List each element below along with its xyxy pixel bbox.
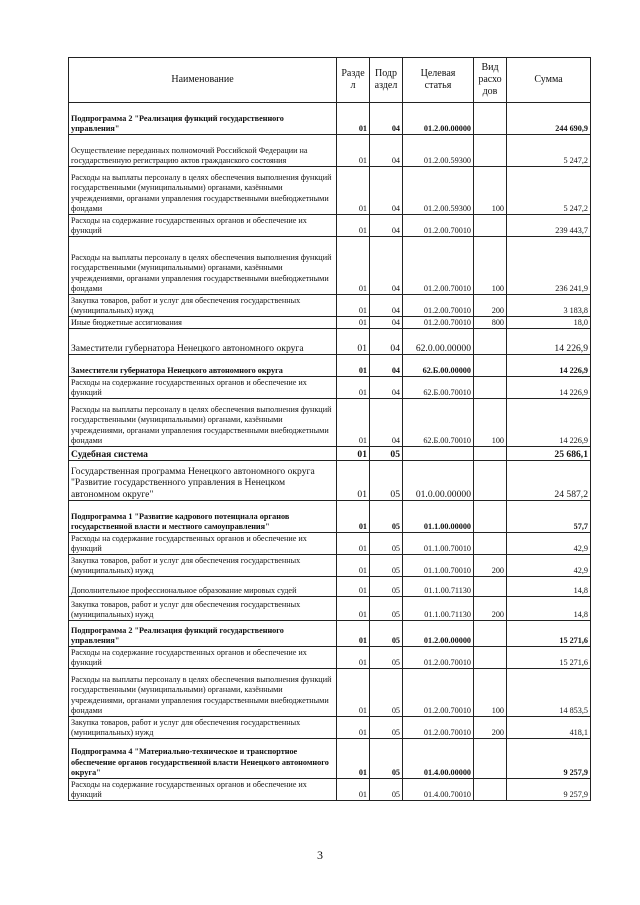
row-expense-type: 200 (474, 295, 507, 317)
row-podrazdel: 05 (370, 669, 403, 717)
table-row (69, 355, 591, 377)
row-expense-type (474, 621, 507, 647)
row-target-article: 01.2.00.70010 (403, 647, 474, 669)
row-name: Расходы на выплаты персоналу в целях обеспечения выполнения функций государственными (муниципальными) органами, казёнными учреждениями, органами управления государственными внебюджетными фондами (69, 399, 337, 447)
row-sum: 24 587,2 (507, 461, 591, 501)
row-razdel: 01 (337, 329, 370, 355)
row-expense-type: 200 (474, 555, 507, 577)
row-target-article: 01.1.00.71130 (403, 577, 474, 597)
row-target-article: 01.2.00.70010 (403, 237, 474, 295)
row-expense-type: 100 (474, 669, 507, 717)
row-sum: 57,7 (507, 501, 591, 533)
row-podrazdel: 04 (370, 377, 403, 399)
row-sum: 9 257,9 (507, 739, 591, 779)
row-target-article: 01.4.00.00000 (403, 739, 474, 779)
row-target-article: 01.2.00.70010 (403, 295, 474, 317)
row-sum: 239 443,7 (507, 215, 591, 237)
row-podrazdel: 04 (370, 355, 403, 377)
row-sum: 5 247,2 (507, 167, 591, 215)
row-sum: 418,1 (507, 717, 591, 739)
row-name: Расходы на содержание государственных органов и обеспечение их функций (69, 377, 337, 399)
row-podrazdel: 05 (370, 739, 403, 779)
row-podrazdel: 05 (370, 501, 403, 533)
table-row (69, 377, 591, 399)
row-podrazdel: 05 (370, 533, 403, 555)
row-podrazdel: 04 (370, 399, 403, 447)
header-target-article (403, 58, 474, 103)
row-podrazdel: 05 (370, 555, 403, 577)
row-sum: 15 271,6 (507, 621, 591, 647)
row-podrazdel: 04 (370, 329, 403, 355)
row-name: Иные бюджетные ассигнования (69, 317, 337, 329)
row-sum: 42,9 (507, 555, 591, 577)
table-row (69, 329, 591, 355)
row-name: Расходы на выплаты персоналу в целях обеспечения выполнения функций государственными (муниципальными) органами, казёнными учреждениями, органами управления государственными внебюджетными фондами (69, 167, 337, 215)
row-sum: 42,9 (507, 533, 591, 555)
row-name: Осуществление переданных полномочий Российской Федерации на государственную регистрацию актов гражданского состояния (69, 135, 337, 167)
row-name: Подпрограмма 2 "Реализация функций государственного управления" (69, 103, 337, 135)
row-razdel: 01 (337, 317, 370, 329)
row-razdel: 01 (337, 399, 370, 447)
row-razdel: 01 (337, 461, 370, 501)
table-row (69, 647, 591, 669)
header-razdel (337, 58, 370, 103)
header-target-article-text: Целевая статья (420, 68, 456, 91)
row-name: Подпрограмма 4 "Материально-техническое и транспортное обеспечение органов государственной власти Ненецкого автономного округа" (69, 739, 337, 779)
row-name: Подпрограмма 2 "Реализация функций государственного управления" (69, 621, 337, 647)
row-expense-type (474, 135, 507, 167)
row-expense-type: 200 (474, 597, 507, 621)
row-razdel: 01 (337, 447, 370, 461)
row-name: Государственная программа Ненецкого автономного округа "Развитие государственного управления в Ненецком автономном округе" (69, 461, 337, 501)
row-sum: 9 257,9 (507, 779, 591, 801)
row-name: Закупка товаров, работ и услуг для обеспечения государственных (муниципальных) нужд (69, 597, 337, 621)
row-target-article: 01.2.00.59300 (403, 167, 474, 215)
row-expense-type (474, 779, 507, 801)
row-razdel: 01 (337, 779, 370, 801)
row-target-article: 01.1.00.71130 (403, 597, 474, 621)
row-razdel: 01 (337, 501, 370, 533)
table-row (69, 103, 591, 135)
row-expense-type (474, 329, 507, 355)
row-sum: 244 690,9 (507, 103, 591, 135)
table-row (69, 399, 591, 447)
table-row (69, 717, 591, 739)
row-podrazdel: 05 (370, 577, 403, 597)
row-sum: 15 271,6 (507, 647, 591, 669)
row-razdel: 01 (337, 377, 370, 399)
table-row (69, 447, 591, 461)
table-row (69, 295, 591, 317)
row-razdel: 01 (337, 135, 370, 167)
row-target-article: 62.0.00.00000 (403, 329, 474, 355)
row-target-article: 62.Б.00.70010 (403, 377, 474, 399)
row-name: Закупка товаров, работ и услуг для обеспечения государственных (муниципальных) нужд (69, 295, 337, 317)
table-row (69, 501, 591, 533)
row-razdel: 01 (337, 295, 370, 317)
table-row (69, 461, 591, 501)
row-podrazdel: 05 (370, 461, 403, 501)
header-expense-type-text: Вид расхо дов (478, 62, 502, 97)
row-podrazdel: 04 (370, 295, 403, 317)
row-razdel: 01 (337, 717, 370, 739)
row-target-article: 01.4.00.70010 (403, 779, 474, 801)
row-podrazdel: 05 (370, 717, 403, 739)
header-podrazdel-text: Подр аздел (374, 68, 398, 91)
budget-table (68, 57, 591, 801)
header-podrazdel (370, 58, 403, 103)
row-razdel: 01 (337, 739, 370, 779)
row-sum: 18,0 (507, 317, 591, 329)
row-sum: 14 226,9 (507, 329, 591, 355)
row-sum: 14 226,9 (507, 399, 591, 447)
row-razdel: 01 (337, 103, 370, 135)
table-row (69, 669, 591, 717)
row-target-article: 01.1.00.00000 (403, 501, 474, 533)
header-expense-type (474, 58, 507, 103)
row-razdel: 01 (337, 577, 370, 597)
row-expense-type (474, 377, 507, 399)
row-podrazdel: 05 (370, 621, 403, 647)
row-target-article: 01.2.00.00000 (403, 103, 474, 135)
row-sum: 14,8 (507, 577, 591, 597)
row-razdel: 01 (337, 237, 370, 295)
row-razdel: 01 (337, 621, 370, 647)
row-target-article: 01.2.00.70010 (403, 317, 474, 329)
row-sum: 25 686,1 (507, 447, 591, 461)
row-razdel: 01 (337, 597, 370, 621)
row-sum: 14 226,9 (507, 377, 591, 399)
table-row (69, 167, 591, 215)
table-row (69, 739, 591, 779)
table-row (69, 621, 591, 647)
row-expense-type: 200 (474, 717, 507, 739)
row-razdel: 01 (337, 167, 370, 215)
row-name: Закупка товаров, работ и услуг для обеспечения государственных (муниципальных) нужд (69, 717, 337, 739)
row-target-article: 01.2.00.70010 (403, 215, 474, 237)
row-target-article: 01.1.00.70010 (403, 555, 474, 577)
row-expense-type (474, 501, 507, 533)
row-razdel: 01 (337, 533, 370, 555)
row-expense-type: 100 (474, 237, 507, 295)
row-podrazdel: 04 (370, 237, 403, 295)
row-podrazdel: 04 (370, 215, 403, 237)
row-sum: 14 853,5 (507, 669, 591, 717)
row-expense-type (474, 647, 507, 669)
row-razdel: 01 (337, 355, 370, 377)
row-razdel: 01 (337, 555, 370, 577)
row-podrazdel: 04 (370, 167, 403, 215)
row-name: Судебная система (69, 447, 337, 461)
row-podrazdel: 05 (370, 779, 403, 801)
row-razdel: 01 (337, 647, 370, 669)
header-name: Наименование (69, 58, 337, 103)
row-podrazdel: 05 (370, 447, 403, 461)
row-expense-type (474, 215, 507, 237)
row-expense-type (474, 739, 507, 779)
row-sum: 3 183,8 (507, 295, 591, 317)
row-razdel: 01 (337, 215, 370, 237)
table-row (69, 215, 591, 237)
row-expense-type (474, 461, 507, 501)
row-expense-type: 100 (474, 167, 507, 215)
row-expense-type (474, 355, 507, 377)
table-row (69, 237, 591, 295)
budget-body (69, 103, 591, 801)
row-target-article: 62.Б.00.00000 (403, 355, 474, 377)
header-row (69, 58, 591, 103)
row-target-article: 01.0.00.00000 (403, 461, 474, 501)
row-expense-type (474, 533, 507, 555)
row-name: Дополнительное профессиональное образование мировых судей (69, 577, 337, 597)
row-target-article: 01.2.00.70010 (403, 669, 474, 717)
row-name: Расходы на содержание государственных органов и обеспечение их функций (69, 647, 337, 669)
row-sum: 14,8 (507, 597, 591, 621)
row-sum: 236 241,9 (507, 237, 591, 295)
row-podrazdel: 04 (370, 317, 403, 329)
row-target-article: 01.2.00.00000 (403, 621, 474, 647)
row-name: Расходы на содержание государственных органов и обеспечение их функций (69, 533, 337, 555)
table-row (69, 317, 591, 329)
page-number: 3 (317, 848, 323, 862)
row-target-article: 01.2.00.70010 (403, 717, 474, 739)
row-name: Заместители губернатора Ненецкого автономного округа (69, 329, 337, 355)
row-name: Расходы на содержание государственных органов и обеспечение их функций (69, 215, 337, 237)
row-podrazdel: 05 (370, 597, 403, 621)
row-name: Расходы на выплаты персоналу в целях обеспечения выполнения функций государственными (муниципальными) органами, казёнными учреждениями, органами управления государственными внебюджетными фондами (69, 237, 337, 295)
row-name: Расходы на выплаты персоналу в целях обеспечения выполнения функций государственными (муниципальными) органами, казёнными учреждениями, органами управления государственными внебюджетными фондами (69, 669, 337, 717)
row-name: Закупка товаров, работ и услуг для обеспечения государственных (муниципальных) нужд (69, 555, 337, 577)
table-row (69, 135, 591, 167)
row-name: Расходы на содержание государственных органов и обеспечение их функций (69, 779, 337, 801)
row-expense-type: 100 (474, 399, 507, 447)
row-name: Заместители губернатора Ненецкого автономного округа (69, 355, 337, 377)
row-target-article: 62.Б.00.70010 (403, 399, 474, 447)
row-target-article: 01.1.00.70010 (403, 533, 474, 555)
table-row (69, 533, 591, 555)
row-podrazdel: 04 (370, 103, 403, 135)
row-target-article (403, 447, 474, 461)
row-expense-type: 800 (474, 317, 507, 329)
table-row (69, 597, 591, 621)
table-row (69, 577, 591, 597)
row-name: Подпрограмма 1 "Развитие кадрового потенциала органов государственной власти и местного самоуправления" (69, 501, 337, 533)
row-sum: 5 247,2 (507, 135, 591, 167)
table-row (69, 555, 591, 577)
header-razdel-text: Разде л (341, 68, 365, 91)
row-expense-type (474, 577, 507, 597)
row-expense-type (474, 447, 507, 461)
row-target-article: 01.2.00.59300 (403, 135, 474, 167)
row-podrazdel: 04 (370, 135, 403, 167)
row-expense-type (474, 103, 507, 135)
header-sum: Сумма (507, 58, 591, 103)
row-sum: 14 226,9 (507, 355, 591, 377)
table-row (69, 779, 591, 801)
row-razdel: 01 (337, 669, 370, 717)
row-podrazdel: 05 (370, 647, 403, 669)
